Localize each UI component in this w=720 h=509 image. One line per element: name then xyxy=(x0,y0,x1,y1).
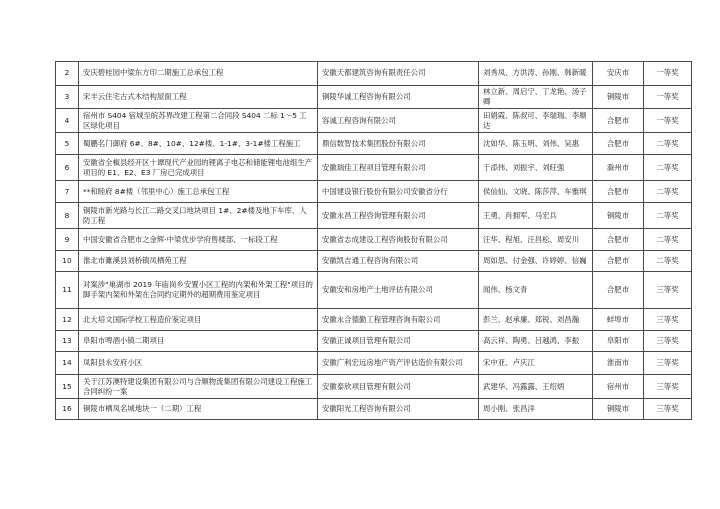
project-name-cell: 蜀鹏名门御府 6#、8#、10#、12#楼、1-1#、3-1#楼工程施工 xyxy=(79,133,318,155)
personnel-cell: 刘秀凤、方洪涛、孙刚、韩新暖 xyxy=(479,62,593,86)
table-row xyxy=(56,375,692,399)
award-level-cell: 一等奖 xyxy=(644,86,692,109)
award-table-body xyxy=(56,62,692,420)
project-name-cell: 阜阳市啤酒小镇二期项目 xyxy=(79,331,318,352)
project-name-cell: 铜陵市栖凤名城地块一（二期）工程 xyxy=(79,399,318,420)
row-number-cell: 3 xyxy=(56,86,79,109)
personnel-cell: 武建华、冯露露、王绍炳 xyxy=(479,375,593,399)
row-number-cell: 9 xyxy=(56,229,79,251)
table-row xyxy=(56,331,692,352)
project-name-cell: 中国安徽省合肥市之金辉·中梁优步学府售楼部、一标段工程 xyxy=(79,229,318,251)
personnel-cell: 宋中亚、卢庆江 xyxy=(479,352,593,375)
award-level-cell: 二等奖 xyxy=(644,251,692,272)
organization-cell: 安徽泰欣项目管理有限公司 xyxy=(318,375,479,399)
project-name-cell: 北大培文国际学校工程造价鉴定项目 xyxy=(79,309,318,331)
table-row xyxy=(56,203,692,229)
city-cell: 铜陵市 xyxy=(593,86,644,109)
award-level-cell: 二等奖 xyxy=(644,181,692,203)
organization-cell: 安徽省志成建设工程咨询股份有限公司 xyxy=(318,229,479,251)
project-name-cell: 宿州市 S404 宿城至皖苏界改建工程第二合同段 S404 二标 1～5 工区绿化项目 xyxy=(79,109,318,133)
personnel-cell: 汪华、程旭、汪昌松、周安川 xyxy=(479,229,593,251)
award-level-cell: 三等奖 xyxy=(644,399,692,420)
table-row xyxy=(56,181,692,203)
personnel-cell: 王勇、肖拥军、马宏兵 xyxy=(479,203,593,229)
row-number-cell: 16 xyxy=(56,399,79,420)
city-cell: 宿州市 xyxy=(593,375,644,399)
table-row xyxy=(56,229,692,251)
personnel-cell: 沈如华、陈玉明、刘伟、吴惠 xyxy=(479,133,593,155)
city-cell: 安庆市 xyxy=(593,62,644,86)
table-row xyxy=(56,109,692,133)
personnel-cell: 侯仙仙、文晓、陈莎萍、车雅琪 xyxy=(479,181,593,203)
row-number-cell: 5 xyxy=(56,133,79,155)
row-number-cell: 4 xyxy=(56,109,79,133)
organization-cell: 鼎信数智技术集团股份有限公司 xyxy=(318,133,479,155)
city-cell: 滁州市 xyxy=(593,155,644,181)
row-number-cell: 10 xyxy=(56,251,79,272)
organization-cell: 安徽安和房地产土地评估有限公司 xyxy=(318,272,479,309)
organization-cell: 安徽正诚项目管理有限公司 xyxy=(318,331,479,352)
city-cell: 合肥市 xyxy=(593,272,644,309)
personnel-cell: 高云祥、陶勇、吕越鸿、李振 xyxy=(479,331,593,352)
personnel-cell: 于添伟、刘振宇、刘旺强 xyxy=(479,155,593,181)
row-number-cell: 6 xyxy=(56,155,79,181)
project-name-cell: 关于江苏澳特建设集团有限公司与合顺物流集团有限公司建设工程施工合同纠纷一案 xyxy=(79,375,318,399)
city-cell: 合肥市 xyxy=(593,109,644,133)
award-level-cell: 二等奖 xyxy=(644,133,692,155)
organization-cell: 安徽阳光工程咨询有限公司 xyxy=(318,399,479,420)
project-name-cell: 淮北市濉溪县刘桥镇凤栖苑工程 xyxy=(79,251,318,272)
award-level-cell: 二等奖 xyxy=(644,203,692,229)
personnel-cell: 林立新、周启宁、丁龙艳、汤子卿 xyxy=(479,86,593,109)
table-row xyxy=(56,155,692,181)
organization-cell: 容诚工程咨询有限公司 xyxy=(318,109,479,133)
project-name-cell: 宋丰云住宅古式木结构屋面工程 xyxy=(79,86,318,109)
award-level-cell: 三等奖 xyxy=(644,272,692,309)
personnel-cell: 彭兰、赵承廉、郑锐、刘昌瀚 xyxy=(479,309,593,331)
row-number-cell: 12 xyxy=(56,309,79,331)
project-name-cell: 安庆碧桂园中梁东方印二期施工总承包工程 xyxy=(79,62,318,86)
city-cell: 合肥市 xyxy=(593,133,644,155)
award-level-cell: 三等奖 xyxy=(644,352,692,375)
personnel-cell: 周如思、付金强、许婷婷、信巍 xyxy=(479,251,593,272)
project-name-cell: 对案涉"巢湖市 2019 年庙岗乡安置小区工程的内架和外架工程"项目的脚手架内架和外架在合同约定期外的超期费用鉴定项目 xyxy=(79,272,318,309)
row-number-cell: 8 xyxy=(56,203,79,229)
award-table xyxy=(55,61,692,420)
organization-cell: 安徽瑞佳工程项目管理有限公司 xyxy=(318,155,479,181)
city-cell: 阜阳市 xyxy=(593,331,644,352)
award-list-sheet xyxy=(55,61,691,420)
personnel-cell: 闻伟、杨文青 xyxy=(479,272,593,309)
row-number-cell: 15 xyxy=(56,375,79,399)
organization-cell: 中国建设银行股份有限公司安徽省分行 xyxy=(318,181,479,203)
table-row xyxy=(56,62,692,86)
table-row xyxy=(56,251,692,272)
award-level-cell: 三等奖 xyxy=(644,331,692,352)
organization-cell: 安徽永昌工程咨询管理有限公司 xyxy=(318,203,479,229)
award-level-cell: 三等奖 xyxy=(644,309,692,331)
table-row xyxy=(56,272,692,309)
row-number-cell: 13 xyxy=(56,331,79,352)
table-row xyxy=(56,133,692,155)
row-number-cell: 7 xyxy=(56,181,79,203)
city-cell: 合肥市 xyxy=(593,251,644,272)
row-number-cell: 2 xyxy=(56,62,79,86)
project-name-cell: 铜陵市新光路与长江二路交叉口地块项目 1#、2#楼及地下车库、人防工程 xyxy=(79,203,318,229)
table-row xyxy=(56,86,692,109)
project-name-cell: 凤阳县永安府小区 xyxy=(79,352,318,375)
project-name-cell: 安徽省全椒县经开区十谭现代产业园的锂离子电芯和储能锂电池组生产项目的 E1、E2、E3 厂房已完成项目 xyxy=(79,155,318,181)
organization-cell: 安徽天都建筑咨询有限责任公司 xyxy=(318,62,479,86)
city-cell: 淮南市 xyxy=(593,352,644,375)
award-level-cell: 二等奖 xyxy=(644,155,692,181)
organization-cell: 安徽广利宏远房地产资产评估造价有限公司 xyxy=(318,352,479,375)
row-number-cell: 11 xyxy=(56,272,79,309)
organization-cell: 安徽永合德勤工程管理咨询有限公司 xyxy=(318,309,479,331)
city-cell: 蚌埠市 xyxy=(593,309,644,331)
row-number-cell: 14 xyxy=(56,352,79,375)
award-level-cell: 一等奖 xyxy=(644,62,692,86)
personnel-cell: 田娟霞、陈叔可、李瑞瑞、李顺达 xyxy=(479,109,593,133)
city-cell: 铜陵市 xyxy=(593,399,644,420)
award-level-cell: 三等奖 xyxy=(644,375,692,399)
city-cell: 合肥市 xyxy=(593,181,644,203)
city-cell: 合肥市 xyxy=(593,229,644,251)
personnel-cell: 周小刚、张昌洋 xyxy=(479,399,593,420)
table-row xyxy=(56,309,692,331)
table-row xyxy=(56,352,692,375)
award-level-cell: 二等奖 xyxy=(644,229,692,251)
table-row xyxy=(56,399,692,420)
organization-cell: 铜陵华诚工程咨询有限公司 xyxy=(318,86,479,109)
organization-cell: 安徽凯吉通工程咨询有限公司 xyxy=(318,251,479,272)
award-level-cell: 一等奖 xyxy=(644,109,692,133)
project-name-cell: **和睦府 8#楼（邻里中心）施工总承包工程 xyxy=(79,181,318,203)
city-cell: 铜陵市 xyxy=(593,203,644,229)
